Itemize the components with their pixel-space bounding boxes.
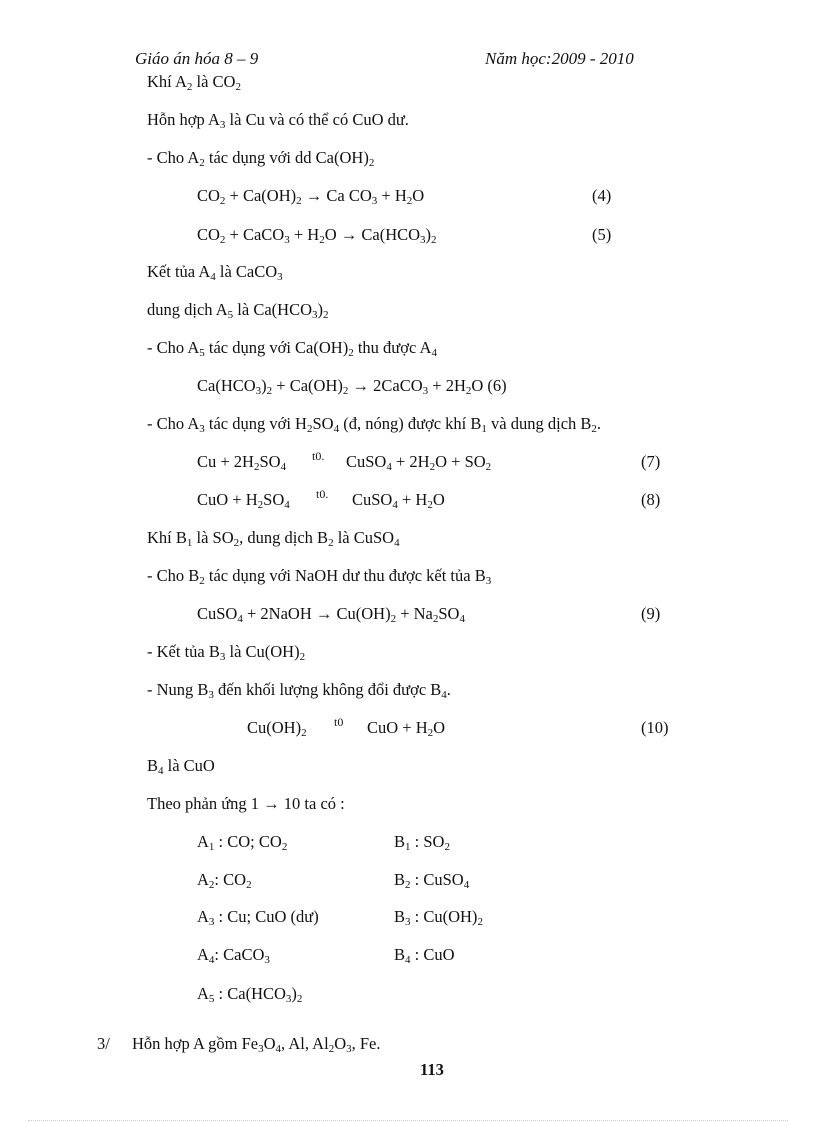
header-right: Năm học:2009 - 2010 [485,49,634,68]
text-line: Hỗn hợp $A_3$ là Cu và có thể có CuO dư. [147,110,409,131]
heat-label: t0. [316,487,329,501]
text-line: - Cho $A_3$ tác dụng với $H_2SO_4$ (đ, nóng) được khí $B_1$ và dung dịch $B_2$. [147,414,602,435]
text-line: Theo phản ứng 1 → 10 ta có : [147,794,345,813]
header-left: Giáo án hóa 8 – 9 [135,49,259,68]
equation: $Cu(OH)_2$ [247,718,307,739]
summary-left: $A_1$ : CO; $CO_2$ [197,832,288,853]
summary-left: $A_5$ : $Ca(HCO_3)_2$ [197,984,303,1005]
summary-left: $A_2$: $CO_2$ [197,870,252,891]
equation-number: (5) [592,225,612,244]
equation: $Cu + 2H_2SO_4$ [197,452,287,473]
footer-divider [28,1120,788,1121]
equation: CuO + $H_2SO_4$ [197,490,290,511]
equation-number: (8) [641,490,661,509]
text-line: Khí $B_1$ là $SO_2$, dung dịch $B_2$ là CuSO$_4$ [147,528,400,549]
summary-right: $B_1$ : $SO_2$ [394,832,450,853]
text-line: $B_4$ là CuO [147,756,215,777]
equation: $CO_2$ + CaCO$_3$ + $H_2O \to Ca(HCO_3)_2$ [197,225,437,246]
text-line: - Cho $A_2$ tác dụng với dd $Ca(OH)_2$ [147,148,375,169]
equation-product: CuSO$_4$ + $2H_2O + SO_2$ [346,452,492,473]
summary-left: $A_4$: CaCO$_3$ [197,945,270,966]
heat-label: t0 [334,715,344,729]
text-line: Kết tủa $A_4$ là CaCO$_3$ [147,262,283,283]
equation-number: (4) [592,186,612,205]
summary-right: $B_2$ : CuSO$_4$ [394,870,470,891]
text-line: - Nung $B_3$ đến khối lượng không đổi được $B_4$. [147,680,451,701]
text-line: dung dịch $A_5$ là $Ca(HCO_3)_2$ [147,300,329,321]
equation: $Ca(HCO_3)_2 + Ca(OH)_2$ → 2CaCO$_3$ + $2H_2O$ (6) [197,376,507,397]
text-line: - Kết tủa $B_3$ là $Cu(OH)_2$ [147,642,306,663]
equation-product: CuSO$_4$ + $H_2O$ [352,490,445,511]
text-line: Hỗn hợp A gồm $Fe_3O_4$, Al, $Al_2O_3$, Fe. [132,1034,381,1055]
text-line: - Cho $A_5$ tác dụng với $Ca(OH)_2$ thu được $A_4$ [147,338,437,359]
page-number: 113 [420,1060,444,1079]
text-line: - Cho $B_2$ tác dụng với NaOH dư thu được kết tủa $B_3$ [147,566,492,587]
problem-number: 3/ [97,1034,110,1053]
summary-right: $B_4$ : CuO [394,945,455,966]
equation-number: (10) [641,718,669,737]
heat-label: t0. [312,449,325,463]
equation-number: (9) [641,604,661,623]
equation-product: CuO + $H_2O$ [367,718,446,739]
equation: $CO_2 + Ca(OH)_2 \to Ca$ $CO_3 + H_2O$ [197,186,425,207]
summary-left: $A_3$ : Cu; CuO (dư) [197,907,319,928]
text-line: Khí $A_2$ là $CO_2$ [147,72,241,93]
equation-number: (7) [641,452,661,471]
summary-right: $B_3$ : $Cu(OH)_2$ [394,907,483,928]
equation: CuSO$_4$ + 2NaOH → $Cu(OH)_2 + Na_2SO_4$ [197,604,465,625]
